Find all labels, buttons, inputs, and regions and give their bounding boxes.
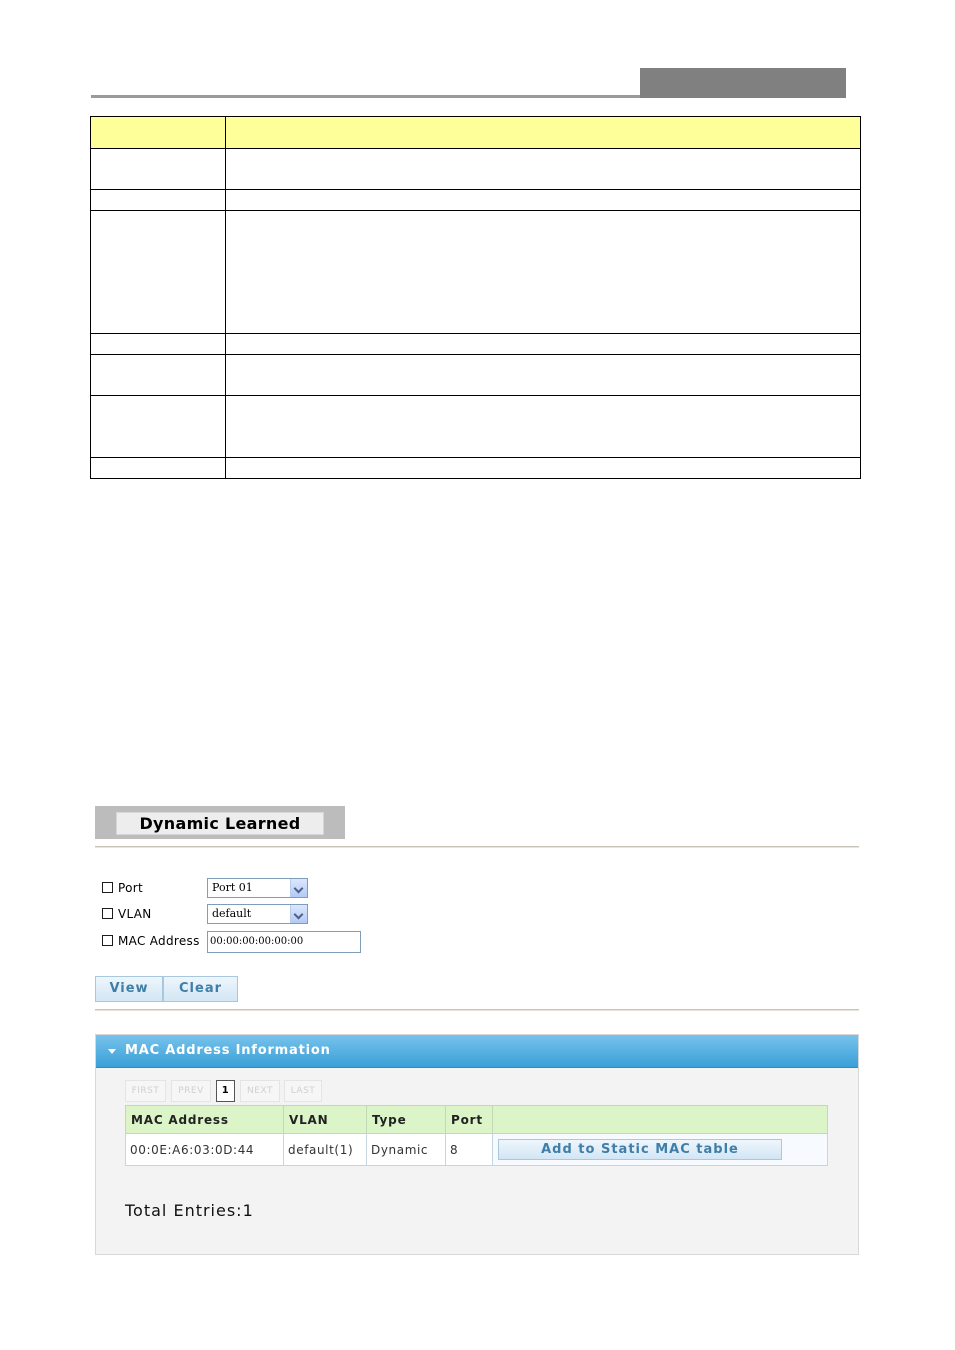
table-header-row	[126, 1106, 828, 1134]
mac-table	[125, 1105, 828, 1166]
vlan-select-value: default	[212, 907, 252, 920]
port-checkbox[interactable]	[102, 882, 113, 893]
section-title: Dynamic Learned	[116, 812, 324, 835]
divider	[95, 846, 859, 848]
page-prev-button[interactable]: PREV	[171, 1080, 211, 1102]
page-next-button[interactable]: NEXT	[240, 1080, 280, 1102]
page-header-block	[640, 68, 846, 98]
chevron-down-icon[interactable]	[290, 905, 307, 923]
add-to-static-mac-button[interactable]: Add to Static MAC table	[498, 1139, 782, 1160]
column-header	[493, 1106, 828, 1134]
spec-table-row	[91, 458, 861, 479]
divider	[95, 1009, 859, 1011]
section-title-bar	[95, 806, 345, 839]
spec-table-header	[91, 117, 861, 149]
spec-table-row	[91, 334, 861, 355]
spec-table	[90, 116, 861, 479]
vlan-checkbox[interactable]	[102, 908, 113, 919]
mac-label: MAC Address	[118, 934, 200, 948]
table-row	[126, 1134, 828, 1166]
column-header: VLAN	[284, 1106, 367, 1134]
chevron-down-icon[interactable]	[290, 879, 307, 897]
spec-table-row	[91, 190, 861, 211]
port-select[interactable]	[207, 878, 308, 898]
page-header-rule	[91, 95, 640, 98]
spec-table-row	[91, 149, 861, 190]
panel-header[interactable]	[96, 1035, 858, 1068]
port-label: Port	[118, 881, 143, 895]
mac-address-input[interactable]: 00:00:00:00:00:00	[207, 931, 361, 953]
cell-action	[493, 1134, 828, 1166]
view-button[interactable]: View	[95, 976, 163, 1002]
panel-title: MAC Address Information	[125, 1043, 331, 1058]
cell-type: Dynamic	[367, 1134, 446, 1166]
spec-table-row	[91, 396, 861, 458]
vlan-label: VLAN	[118, 907, 152, 921]
cell-port: 8	[446, 1134, 493, 1166]
column-header: MAC Address	[126, 1106, 284, 1134]
total-entries: Total Entries:1	[125, 1201, 254, 1220]
clear-button[interactable]: Clear	[163, 976, 238, 1002]
page-first-button[interactable]: FIRST	[125, 1080, 166, 1102]
column-header: Port	[446, 1106, 493, 1134]
mac-checkbox[interactable]	[102, 935, 113, 946]
page-last-button[interactable]: LAST	[284, 1080, 322, 1102]
spec-table-row	[91, 211, 861, 334]
page-current-button[interactable]: 1	[216, 1080, 235, 1102]
port-select-value: Port 01	[212, 881, 253, 894]
cell-vlan: default(1)	[284, 1134, 367, 1166]
spec-table-row	[91, 355, 861, 396]
column-header: Type	[367, 1106, 446, 1134]
cell-mac: 00:0E:A6:03:0D:44	[126, 1134, 284, 1166]
vlan-select[interactable]	[207, 904, 308, 924]
collapse-triangle-icon[interactable]	[108, 1049, 116, 1054]
